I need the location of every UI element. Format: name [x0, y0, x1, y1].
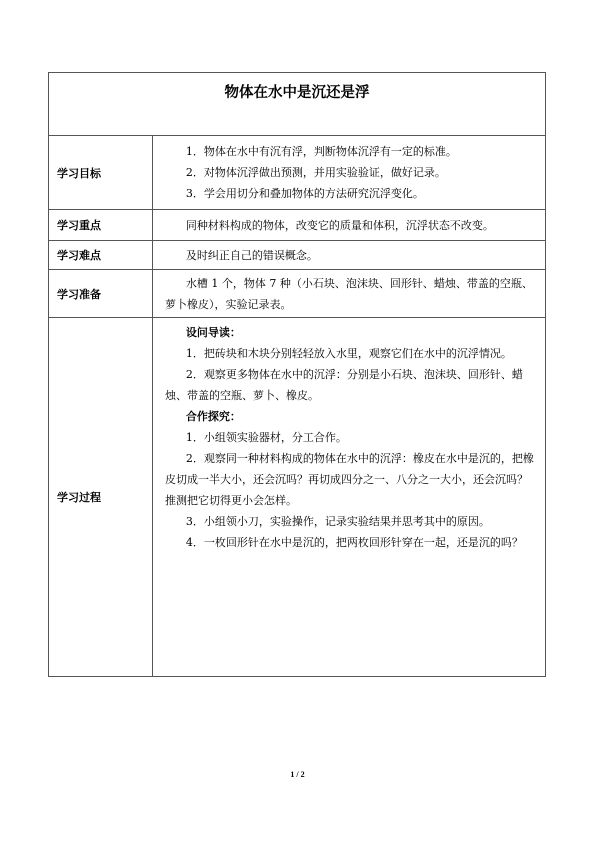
- content-difficulty: [153, 241, 545, 269]
- row-process: [49, 317, 545, 676]
- coop-item: 4．一枚回形针在水中是沉的，把两枚回形针穿在一起，还是沉的吗？: [185, 536, 523, 549]
- row-difficulty: [49, 240, 545, 269]
- guide-item: 1．把砖块和木块分别轻轻放入水里，观察它们在水中的沉浮情况。: [185, 347, 512, 360]
- goal-item: 3．学会用切分和叠加物体的方法研究沉浮变化。: [185, 187, 424, 200]
- coop-item: 1．小组领实验器材，分工合作。: [185, 431, 347, 444]
- lesson-table: [48, 72, 546, 677]
- page-number: 1 / 2: [290, 770, 305, 779]
- row-prep: [49, 269, 545, 317]
- row-focus: [49, 209, 545, 240]
- label-focus: 学习重点: [49, 210, 153, 240]
- title-row: [49, 73, 545, 135]
- label-goal: 学习目标: [49, 136, 153, 209]
- prep-text: 水槽 1 个，物体 7 种（小石块、泡沫块、回形针、蜡烛、带盖的空瓶、萝卜橡皮），实验记录表。: [165, 276, 533, 311]
- goal-item: 1．物体在水中有沉有浮，判断物体沉浮有一定的标准。: [185, 145, 457, 158]
- coop-heading: 合作探究：: [185, 410, 241, 423]
- content-goal: [153, 136, 545, 209]
- goal-item: 2．对物体沉浮做出预测，并用实验验证，做好记录。: [185, 166, 446, 179]
- label-process: 学习过程: [49, 318, 153, 676]
- label-prep: 学习准备: [49, 270, 153, 317]
- content-focus: [153, 210, 545, 240]
- label-difficulty: 学习难点: [49, 241, 153, 269]
- guide-item: 2．观察更多物体在水中的沉浮：分别是小石块、泡沫块、回形针、蜡烛、带盖的空瓶、萝卜、橡皮。: [165, 368, 523, 402]
- coop-item: 2．观察同一种材料构成的物体在水中的沉浮：橡皮在水中是沉的，把橡皮切成一半大小，还会沉吗？再切成四分之一、八分之一大小，还会沉吗？推测把它切得更小会怎样。: [165, 452, 534, 507]
- focus-text: 同种材料构成的物体，改变它的质量和体积，沉浮状态不改变。: [185, 218, 494, 232]
- content-prep: [153, 270, 545, 317]
- coop-item: 3．小组领小刀，实验操作，记录实验结果并思考其中的原因。: [185, 515, 490, 528]
- row-goal: [49, 135, 545, 209]
- page-title: 物体在水中是沉还是浮: [224, 85, 370, 101]
- difficulty-text: 及时纠正自己的错误概念。: [185, 248, 318, 262]
- content-process: [153, 318, 545, 676]
- guide-heading: 设问导读：: [185, 326, 241, 339]
